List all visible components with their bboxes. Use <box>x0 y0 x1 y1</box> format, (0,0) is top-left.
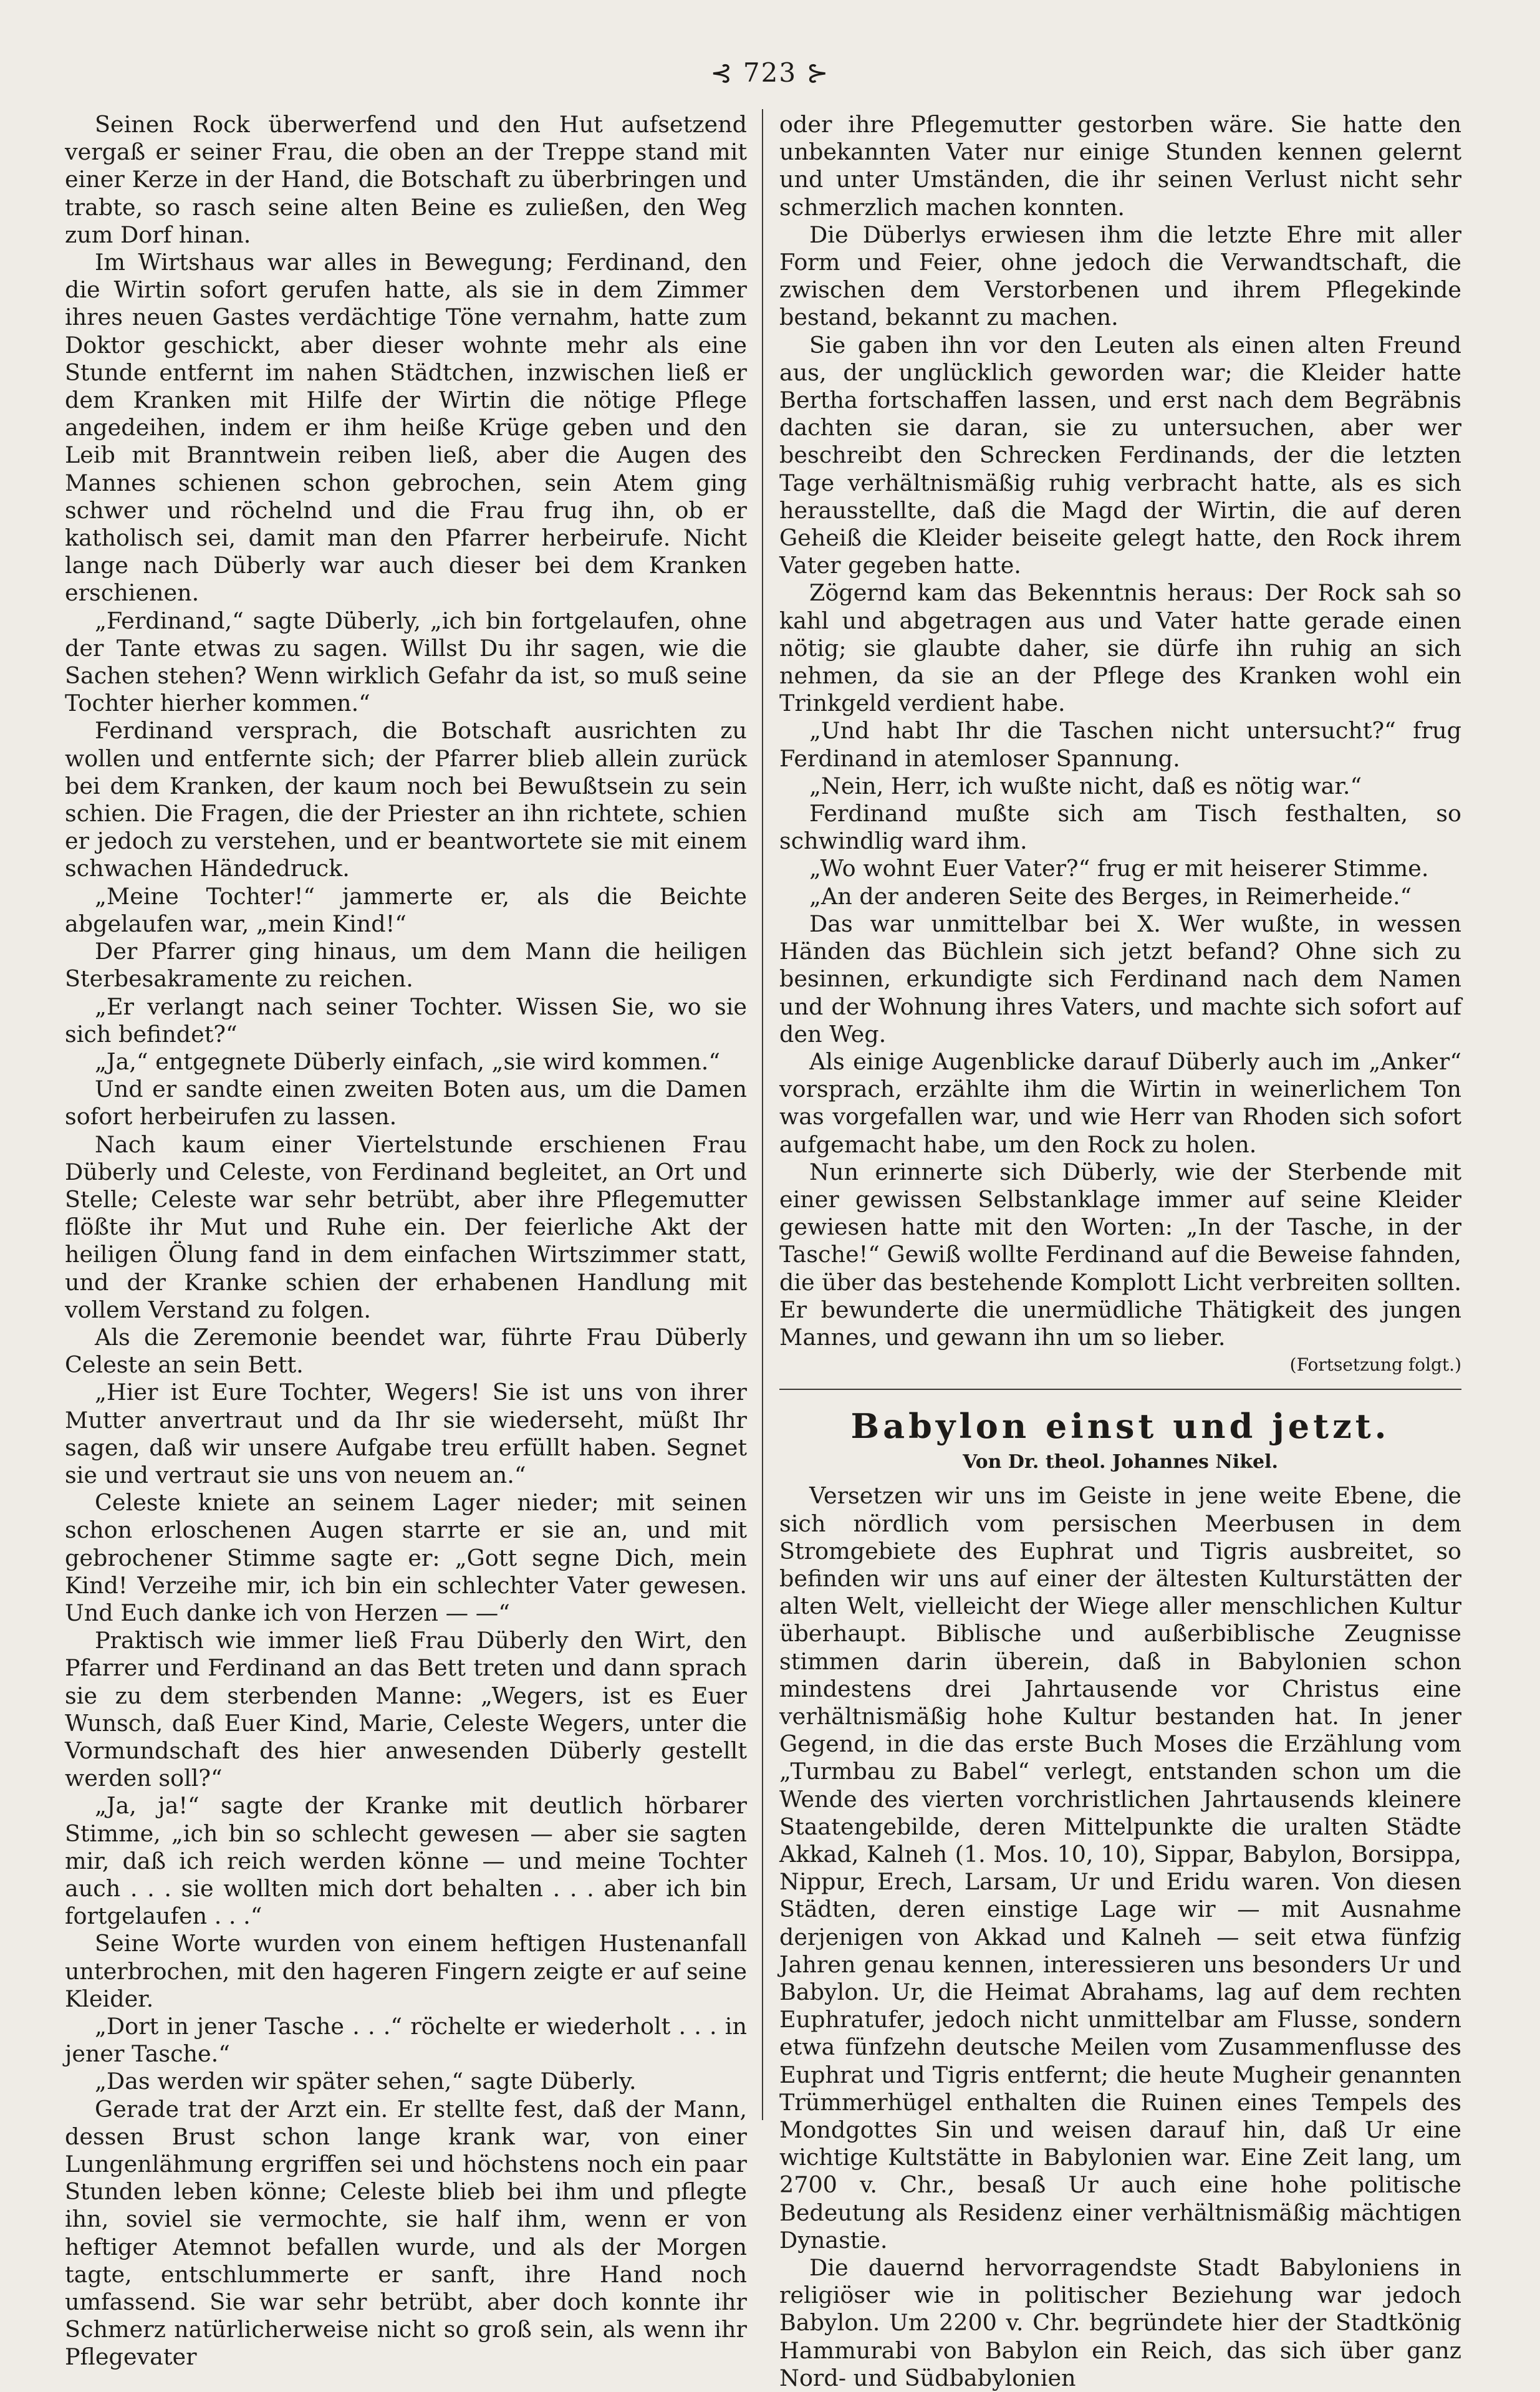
paragraph: „Wo wohnt Euer Vater?“ frug er mit heiserer Stimme. <box>809 855 1429 882</box>
paragraph: Gerade trat der Arzt ein. Er stellte fest, daß der Mann, dessen Brust schon lange krank war, von einer Lungenlähmung ergriffen sei und höchstens noch ein paar Stunden leben könne; Celeste blieb bei ihm und pflegte ihn, soviel sie vermochte, sie half ihm, wenn er von heftiger Atemnot befallen wurde, und als der Morgen tagte, entschlummerte er sanft, ihre Hand noch umfassend. Sie war sehr betrübt, aber doch konnte ihr Schmerz natürlicherweise nicht so groß sein, als wenn ihr Pflegevater <box>65 2095 747 2371</box>
paragraph: „Meine Tochter!“ jammerte er, als die Beichte abgelaufen war, „mein Kind!“ <box>65 882 747 937</box>
paragraph: „Nein, Herr, ich wußte nicht, daß es nötig war.“ <box>809 772 1362 799</box>
paragraph: Als einige Augenblicke darauf Düberly auch im „Anker“ vorsprach, erzählte ihm die Wirtin in weinerlichem Ton was vorgefallen war, und wie Herr van Rhoden sich sofort aufgemacht habe, um den Rock zu holen. <box>779 1048 1461 1158</box>
article-author: Von Dr. theol. Johannes Nikel. <box>963 1451 1278 1473</box>
paragraph: Ferdinand versprach, die Botschaft ausrichten zu wollen und entfernte sich; der Pfarrer blieb allein zurück bei dem Kranken, der kaum noch bei Bewußtsein zu sein schien. Die Fragen, die der Priester an ihn richtete, schien er jedoch zu verstehen, und er beantwortete sie mit einem schwachen Händedruck. <box>65 717 747 882</box>
paragraph: Seine Worte wurden von einem heftigen Hustenanfall unterbrochen, mit den hageren Fingern zeigte er auf seine Kleider. <box>65 1930 747 2012</box>
paragraph: Versetzen wir uns im Geiste in jene weite Ebene, die sich nördlich vom persischen Meerbusen in dem Stromgebiete des Euphrat und Tigris ausbreitet, so befinden wir uns auf einer der ältesten Kulturstätten der alten Welt, vielleicht der Wiege aller menschlichen Kultur überhaupt. Biblische und außerbiblische Zeugnisse stimmen darin überein, daß in Babylonien schon mindestens drei Jahrtausende vor Christus eine verhältnismäßig hohe Kultur bestanden hat. In jener Gegend, in die das erste Buch Moses die Erzählung vom „Turmbau zu Babel“ verlegt, entstanden schon um die Wende des vierten vorchristlichen Jahrtausends kleinere Staatengebilde, deren Mittelpunkte die uralten Städte Akkad, Kalneh (1. Mos. 10, 10), Sippar, Babylon, Borsippa, Nippur, Erech, Larsam, Ur und Eridu waren. Von diesen Städten, deren einstige Lage wir — mit Ausnahme derjenigen von Akkad und Kalneh — seit etwa fünfzig Jahren genau kennen, interessieren uns besonders Ur und Babylon. Ur, die Heimat Abrahams, lag auf dem rechten Euphratufer, jedoch nicht unmittelbar am Flusse, sondern etwa fünfzehn deutsche Meilen vom Zusammenflusse des Euphrat und Tigris entfernt; die heute Mugheir genannten Trümmerhügel enthalten die Ruinen eines Tempels des Mondgottes Sin und weisen darauf hin, daß Ur eine wichtige Kultstätte in Babylonien war. Eine Zeit lang, um 2700 v. Chr., besaß Ur auch eine hohe politische Bedeutung als Residenz einer verhältnismäßig mächtigen Dynastie. <box>779 1482 1461 2254</box>
paragraph: Seinen Rock überwerfend und den Hut aufsetzend vergaß er seiner Frau, die oben an der Treppe stand mit einer Kerze in der Hand, die Botschaft zu überbringen und trabte, so rasch seine alten Beine es zuließen, den Weg zum Dorf hinan. <box>65 111 747 248</box>
paragraph: Praktisch wie immer ließ Frau Düberly den Wirt, den Pfarrer und Ferdinand an das Bett treten und dann sprach sie zu dem sterbenden Manne: „Wegers, ist es Euer Wunsch, daß Euer Kind, Marie, Celeste Wegers, unter die Vormundschaft des hier anwesenden Düberly gestellt werden soll?“ <box>65 1627 747 1792</box>
paragraph: Der Pfarrer ging hinaus, um dem Mann die heiligen Sterbesakramente zu reichen. <box>65 938 747 993</box>
paragraph: Im Wirtshaus war alles in Bewegung; Ferdinand, den die Wirtin sofort gerufen hatte, als sie in dem Zimmer ihres neuen Gastes verdächtige Töne vernahm, hatte zum Doktor geschickt, aber dieser wohnte mehr als eine Stunde entfernt im nahen Städtchen, inzwischen ließ er dem Kranken mit Hilfe der Wirtin die nötige Pflege angedeihen, indem er ihm heiße Krüge geben und den Leib mit Branntwein reiben ließ, aber die Augen des Mannes schienen schon gebrochen, sein Atem ging schwer und röchelnd und die Frau frug ihn, ob er katholisch sei, damit man den Pfarrer herbeirufe. Nicht lange nach Düberly war auch dieser bei dem Kranken erschienen. <box>65 249 747 607</box>
paragraph: „Dort in jener Tasche . . .“ röchelte er wiederholt . . . in jener Tasche.“ <box>65 2013 747 2068</box>
column-rule <box>762 109 763 2120</box>
paragraph: „An der anderen Seite des Berges, in Reimerheide.“ <box>809 882 1412 910</box>
paragraph: Nun erinnerte sich Düberly, wie der Sterbende mit einer gewissen Selbstanklage immer auf seine Kleider gewiesen hatte mit den Worten: „In der Tasche, in der Tasche!“ Gewiß wollte Ferdinand auf die Beweise fahnden, die über das bestehende Komplott Licht verbreiten sollten. Er bewunderte die unermüdliche Thätigkeit des jungen Mannes, und gewann ihn um so lieber. <box>779 1158 1461 1351</box>
paragraph: Und er sandte einen zweiten Boten aus, um die Damen sofort herbeirufen zu lassen. <box>65 1076 747 1131</box>
paragraph: „Und habt Ihr die Taschen nicht untersucht?“ frug Ferdinand in atemloser Spannung. <box>779 717 1461 772</box>
paragraph: „Ferdinand,“ sagte Düberly, „ich bin fortgelaufen, ohne der Tante etwas zu sagen. Willst Du ihr sagen, wie die Sachen stehen? Wenn wirklich Gefahr da ist, so muß seine Tochter hierher kommen.“ <box>65 607 747 717</box>
continuation-note: (Fortsetzung folgt.) <box>1289 1354 1461 1376</box>
paragraph: Nach kaum einer Viertelstunde erschienen Frau Düberly und Celeste, von Ferdinand begleitet, an Ort und Stelle; Celeste war sehr betrübt, aber ihre Pflegemutter flößte ihr Mut und Ruhe ein. Der feierliche Akt der heiligen Ölung fand in dem einfachen Wirtszimmer statt, und der Kranke schien der erhabenen Handlung mit vollem Verstand zu folgen. <box>65 1131 747 1323</box>
left-column <box>65 111 747 2371</box>
paragraph: Ferdinand mußte sich am Tisch festhalten, so schwindlig ward ihm. <box>779 800 1461 855</box>
paragraph: Als die Zeremonie beendet war, führte Frau Düberly Celeste an sein Bett. <box>65 1323 747 1379</box>
article-body <box>779 1482 1461 2392</box>
paragraph: Die dauernd hervorragendste Stadt Babyloniens in religiöser wie in politischer Beziehung war jedoch Babylon. Um 2200 v. Chr. begründete hier der Stadtkönig Hammurabi von Babylon ein Reich, das sich über ganz Nord- und Südbabylonien <box>779 2254 1461 2391</box>
serial-continuation <box>779 111 1461 1351</box>
page-number: ⊰ 723 ⊱ <box>710 57 830 88</box>
paragraph: „Ja,“ entgegnete Düberly einfach, „sie wird kommen.“ <box>95 1048 721 1075</box>
paragraph: Das war unmittelbar bei X. Wer wußte, in wessen Händen das Büchlein sich jetzt befand? Ohne sich zu besinnen, erkundigte sich Ferdinand nach dem Namen und der Wohnung ihres Vaters, und machte sich sofort auf den Weg. <box>779 910 1461 1048</box>
paragraph: Zögernd kam das Bekenntnis heraus: Der Rock sah so kahl und abgetragen aus und Vater hatte gerade einen nötig; sie glaubte daher, sie dürfe ihn ruhig an sich nehmen, da sie an der Pflege des Kranken wohl ein Trinkgeld verdient habe. <box>779 579 1461 717</box>
article-title: Babylon einst und jetzt. <box>850 1406 1390 1447</box>
paragraph: „Er verlangt nach seiner Tochter. Wissen Sie, wo sie sich befindet?“ <box>65 993 747 1048</box>
paragraph: Die Düberlys erwiesen ihm die letzte Ehre mit aller Form und Feier, ohne jedoch die Verwandtschaft, die zwischen dem Verstorbenen und ihrem Pflegekinde bestand, bekannt zu machen. <box>779 221 1461 331</box>
paragraph: „Hier ist Eure Tochter, Wegers! Sie ist uns von ihrer Mutter anvertraut und da Ihr sie wiederseht, müßt Ihr sagen, daß wir unsere Aufgabe treu erfüllt haben. Segnet sie und vertraut sie uns von neuem an.“ <box>65 1379 747 1488</box>
paragraph: „Ja, ja!“ sagte der Kranke mit deutlich hörbarer Stimme, „ich bin so schlecht gewesen — aber sie sagten mir, daß ich reich werden könne — und meine Tochter auch . . . sie wollten mich dort behalten . . . aber ich bin fortgelaufen . . .“ <box>65 1792 747 1930</box>
article-divider <box>779 1389 1461 1390</box>
paragraph: „Das werden wir später sehen,“ sagte Düberly. <box>95 2068 637 2095</box>
paragraph: Sie gaben ihn vor den Leuten als einen alten Freund aus, der unglücklich geworden war; die Kleider hatte Bertha fortschaffen lassen, und erst nach dem Begräbnis dachten sie daran, sie zu untersuchen, aber wer beschreibt den Schrecken Ferdinands, der die letzten Tage verhältnismäßig ruhig verbracht hatte, als es sich herausstellte, daß die Magd der Wirtin, die auf deren Geheiß die Kleider beiseite gelegt hatte, den Rock ihrem Vater gegeben hatte. <box>779 331 1461 579</box>
paragraph: oder ihre Pflegemutter gestorben wäre. Sie hatte den unbekannten Vater nur einige Stunden kennen gelernt und unter Umständen, die ihr seinen Verlust nicht sehr schmerzlich machen konnten. <box>779 111 1461 221</box>
paragraph: Celeste kniete an seinem Lager nieder; mit seinen schon erloschenen Augen starrte er sie an, und mit gebrochener Stimme sagte er: „Gott segne Dich, mein Kind! Verzeihe mir, ich bin ein schlechter Vater gewesen. Und Euch danke ich von Herzen — —“ <box>65 1489 747 1626</box>
right-column <box>779 111 1461 2392</box>
